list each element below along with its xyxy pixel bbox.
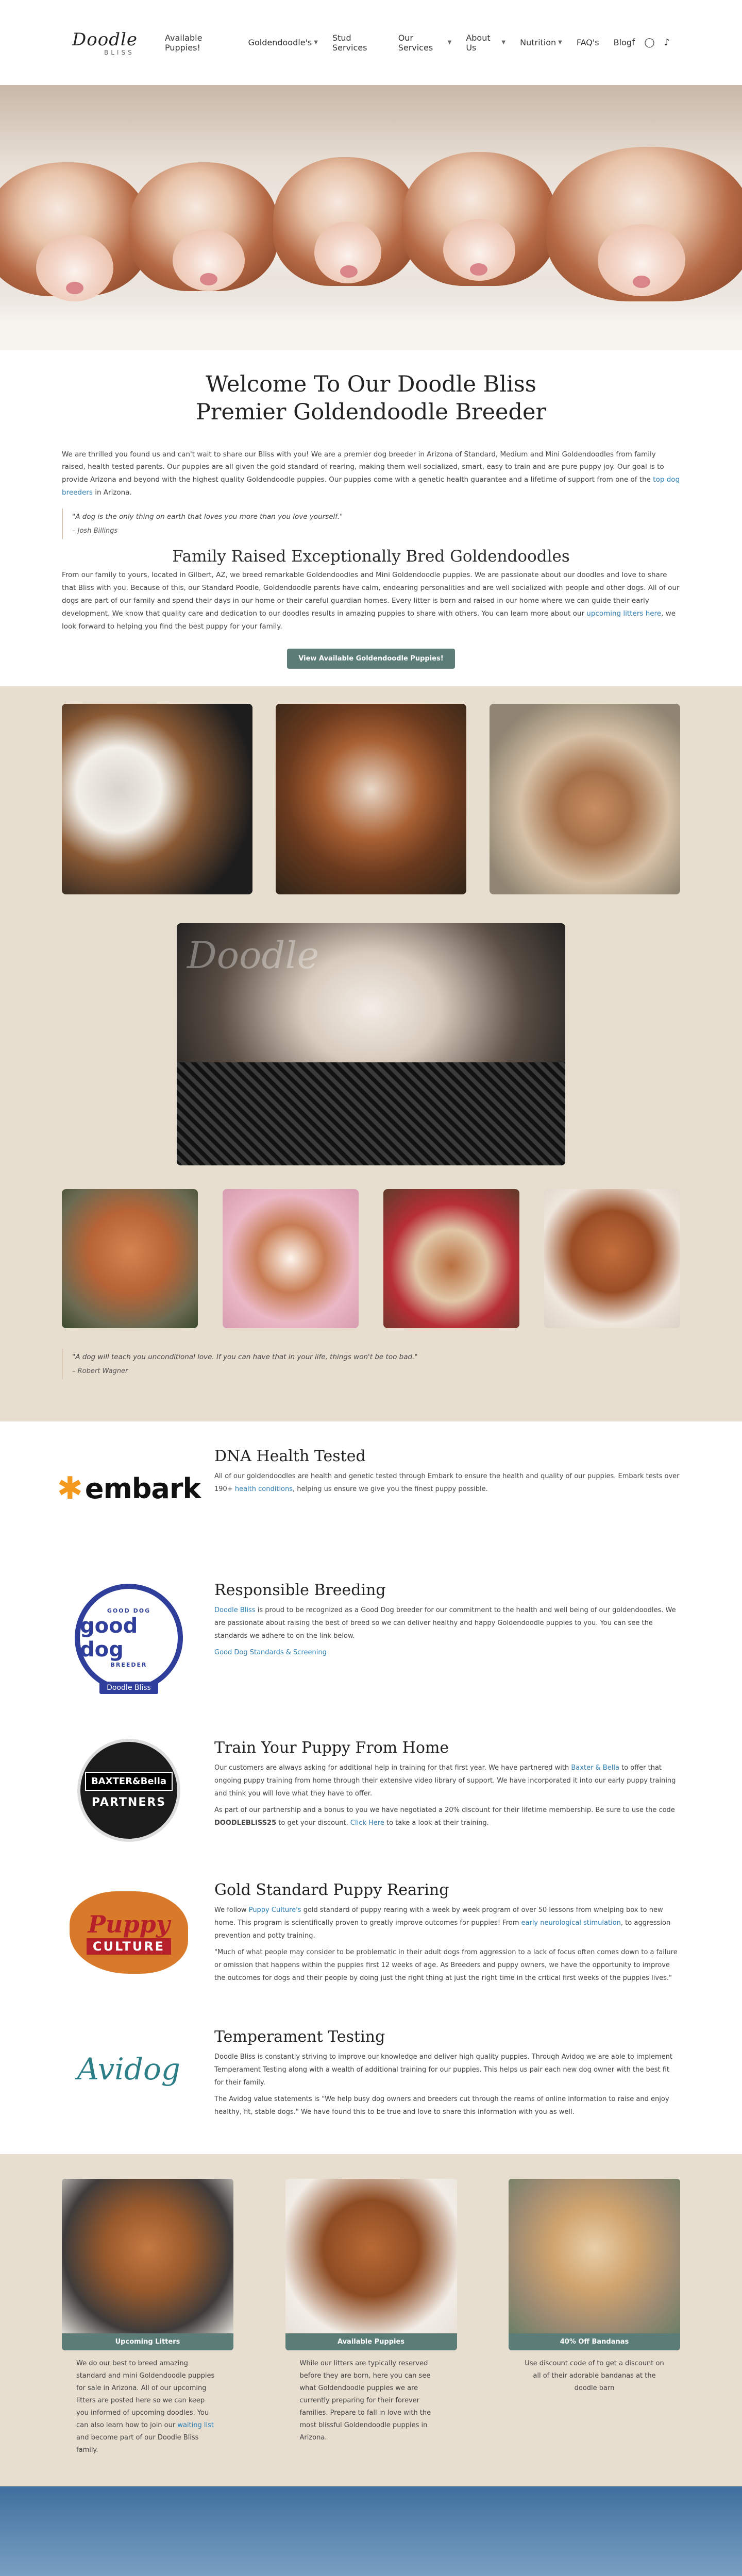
nav-faqs[interactable] [577,38,599,47]
card-text: While our litters are typically reserved before they are born, here you can see what Goldendoodle puppies we are currently preparing for their forever families. Prepare to fall in love with the most blissful Goldendoodle puppies in Arizona. [299,2359,431,2442]
intro-section [0,350,742,686]
gallery-photo-3 [490,704,680,894]
gallery-quote: "A dog will teach you unconditional love. If you can have that in your life, things won't be too bad." – Robert Wagner [62,1349,680,1379]
baxter-bella-badge: BAXTER&Bella PARTNERS [62,1739,196,1842]
site-header [0,0,742,85]
card-image [509,2179,680,2333]
instagram-icon[interactable]: ◯ [644,37,655,48]
feature-text: Doodle Bliss is constantly striving to improve our knowledge and deliver high quality puppies. Through Avidog we are able to implement Temperament Testing along with a wealth of additional training for our puppies. This helps us pair each new dog owner with the best fit for their family. [214,2053,673,2087]
upcoming-litters-link[interactable]: upcoming litters here [586,609,662,618]
feature-title: Temperament Testing [214,2028,385,2046]
baxter-bella-link[interactable]: Baxter & Bella [571,1764,619,1772]
card-bandanas[interactable] [509,2179,680,2456]
nav-available-puppies[interactable] [165,33,234,53]
gallery-photo-5 [62,1189,198,1328]
nav-goldendoodles[interactable] [248,38,318,47]
puppy-gallery [0,686,742,1421]
nav-stud-services[interactable] [332,33,384,53]
card-image [285,2179,457,2333]
goldendoodle-grass-photo [0,2486,742,2576]
nav-label: FAQ's [576,38,599,47]
feature-title: DNA Health Tested [214,1447,366,1466]
nav-label: Our Services [398,32,433,53]
feature-text-2: As part of our partnership and a bonus to you we have negotiated a 20% discount for their lifetime membership. Be sure to use the code DOODLEBLISS25 to get your discount. Click Here to take a look at their training. [214,1806,675,1827]
feature-breeding [0,1548,742,1713]
nav-nutrition[interactable] [520,38,562,47]
family-paragraph: From our family to yours, located in Gilbert, AZ, we breed remarkable Goldendoodles and Mini Goldendoodle puppies. We are passionate about our doodles and love to share that Bliss with you. Because of this, our Standard Poodle, Goldendoodle parents have calm, endearing personalities and are well socialized with people and other dogs. All of our dogs are part of our family and spend their days in our home or their careful guardian homes. Every litter is born and raised in our home where we can guide their early development. We know that quality care and dedication to our doodles results in amazing puppies to share with others. You can learn more about our upcoming litters here, we look forward to helping you find the best puppy for your family. [62,571,680,631]
chevron-down-icon: ▼ [501,40,506,45]
card-label[interactable]: 40% Off Bandanas [509,2333,680,2350]
intro-paragraph: We are thrilled you found us and can't wait to share our Bliss with you! We are a premier dog breeder in Arizona of Standard, Medium and Mini Goldendoodles from family raised, health tested parents. Our puppies are all given the gold standard of rearing, making them well socialized, smart, easy to train and are pure puppy joy. Our goal is to provide Arizona and beyond with the highest quality Goldendoodle puppies. Our puppies come with a genetic health guarantee and a lifetime of support from one of the top dog breeders in Arizona. [62,450,680,497]
hero-puppies-photo [0,85,742,350]
card-label[interactable]: Upcoming Litters [62,2333,233,2350]
good-dog-standards-link[interactable]: Good Dog Standards & Screening [214,1649,327,1657]
nav-label: Nutrition [520,38,556,47]
feature-text: We follow Puppy Culture's gold standard of puppy rearing with a week by week program of over 50 lessons from whelping box to new home. This program is scientifically proven to greatly improve outcomes for puppies! From early neurological stimulation, to aggression prevention and potty training. [214,1906,671,1940]
nav-label: Stud Services [332,32,367,53]
nav-label: Available Puppies! [165,32,203,53]
puppy-culture-logo: Puppy CULTURE [62,1881,196,1984]
site-logo[interactable] [72,29,144,56]
feature-rearing [0,1860,742,2007]
nav-label: About Us [466,32,491,53]
waiting-list-link[interactable]: waiting list [177,2421,214,2430]
tiktok-icon[interactable]: ♪ [664,37,670,48]
good-dog-badge: GOOD DOG good dog BREEDER Doodle Bliss [62,1581,196,1694]
nav-blog[interactable] [614,38,632,47]
chevron-down-icon: ▼ [558,40,562,45]
logo-subtext: BLISS [104,48,134,56]
gallery-photo-7 [383,1189,519,1328]
embark-mark-icon: ✱ [57,1470,83,1507]
feature-title: Train Your Puppy From Home [214,1739,449,1757]
chevron-down-icon: ▼ [447,40,452,45]
view-puppies-button[interactable]: View Available Goldendoodle Puppies! [287,649,454,669]
feature-title: Gold Standard Puppy Rearing [214,1881,449,1900]
title-line-2: Premier Goldendoodle Breeder [195,399,547,425]
doodle-bliss-link[interactable]: Doodle Bliss [214,1606,256,1615]
click-here-link[interactable]: Click Here [350,1819,384,1827]
feature-text: All of our goldendoodles are health and genetic tested through Embark to ensure the health and quality of our puppies. Embark tests over 190+ health conditions, helping us ensure we give you the finest puppy possible. [214,1472,680,1493]
top-dog-breeders-link[interactable]: top dog breeders [62,476,680,497]
nav-label: Goldendoodle's [248,38,312,47]
nav-label: Blog [613,38,632,47]
nav-about-us[interactable] [466,33,505,53]
chevron-down-icon: ▼ [314,40,318,45]
gallery-photo-4: Doodle [177,923,565,1165]
avidog-logo: Avidog [77,2052,181,2087]
card-upcoming-litters[interactable] [62,2179,233,2456]
feature-title: Responsible Breeding [214,1581,386,1600]
gallery-photo-2 [276,704,466,894]
nav-our-services[interactable] [398,33,452,53]
card-image [62,2179,233,2333]
card-text: We do our best to breed amazing standard and mini Goldendoodle puppies for sale in Arizona. All of our upcoming litters are posted here so we can keep you informed of upcoming doodles. You can also learn how to join our waiting list and become part of our Doodle Bliss family. [76,2359,215,2454]
cards-section [0,2154,742,2486]
page-title [62,371,680,427]
logo-text: Doodle [72,29,138,50]
feature-training [0,1713,742,1860]
main-nav [165,33,632,53]
embark-logo: ✱ embark [57,1470,201,1507]
feature-text: Our customers are always asking for additional help in training for that first year. We have partnered with Baxter & Bella to offer that ongoing puppy training from home through their extensive video library of support. We have incorporated it into our early puppy training and think you will love what they have to offer. [214,1764,676,1798]
feature-text: Doodle Bliss is proud to be recognized as a Good Dog breeder for our commitment to the health and well being of our goldendoodles. We are passionate about raising the best of breed so we can deliver healthy and happy Goldendoodle puppies to you. You can see the standards we adhere to on the link below. [214,1606,676,1640]
card-label[interactable]: Available Puppies [285,2333,457,2350]
puppy-culture-link[interactable]: Puppy Culture's [248,1906,301,1914]
header-social [632,37,670,48]
feature-text-2: "Much of what people may consider to be problematic in their adult dogs from aggression to a lack of focus often comes down to a failure or omission that happens within the puppies first 12 weeks of age. As Breeders and puppy owners, we have the opportunity to improve the outcomes for dogs and their people by doing just the right thing at just the right time in the critical first weeks of the puppies lives." [214,1948,678,1982]
card-available-puppies[interactable] [285,2179,457,2456]
features-section [0,1421,742,2154]
intro-quote: "A dog is the only thing on earth that loves you more than you love yourself." – Josh Billings [62,509,680,539]
gallery-photo-1 [62,704,252,894]
feature-testing [0,2007,742,2154]
facebook-icon[interactable]: f [632,37,635,48]
title-line-1: Welcome To Our Doodle Bliss [206,371,536,397]
feature-dna [0,1429,742,1548]
family-raised-heading: Family Raised Exceptionally Bred Goldendoodles [172,547,570,566]
gallery-photo-8 [544,1189,680,1328]
neurological-stimulation-link[interactable]: early neurological stimulation [521,1919,621,1927]
feature-text-2: The Avidog value statements is "We help busy dog owners and breeders cut through the reams of online information to raise and enjoy healthy, fit, stable dogs." We have found this to be true and love to share this information with you as well. [214,2095,669,2116]
gallery-photo-6 [223,1189,359,1328]
health-conditions-link[interactable]: health conditions [234,1485,293,1493]
card-text: Use discount code of to get a discount on all of their adorable bandanas at the doodle barn [525,2359,664,2392]
